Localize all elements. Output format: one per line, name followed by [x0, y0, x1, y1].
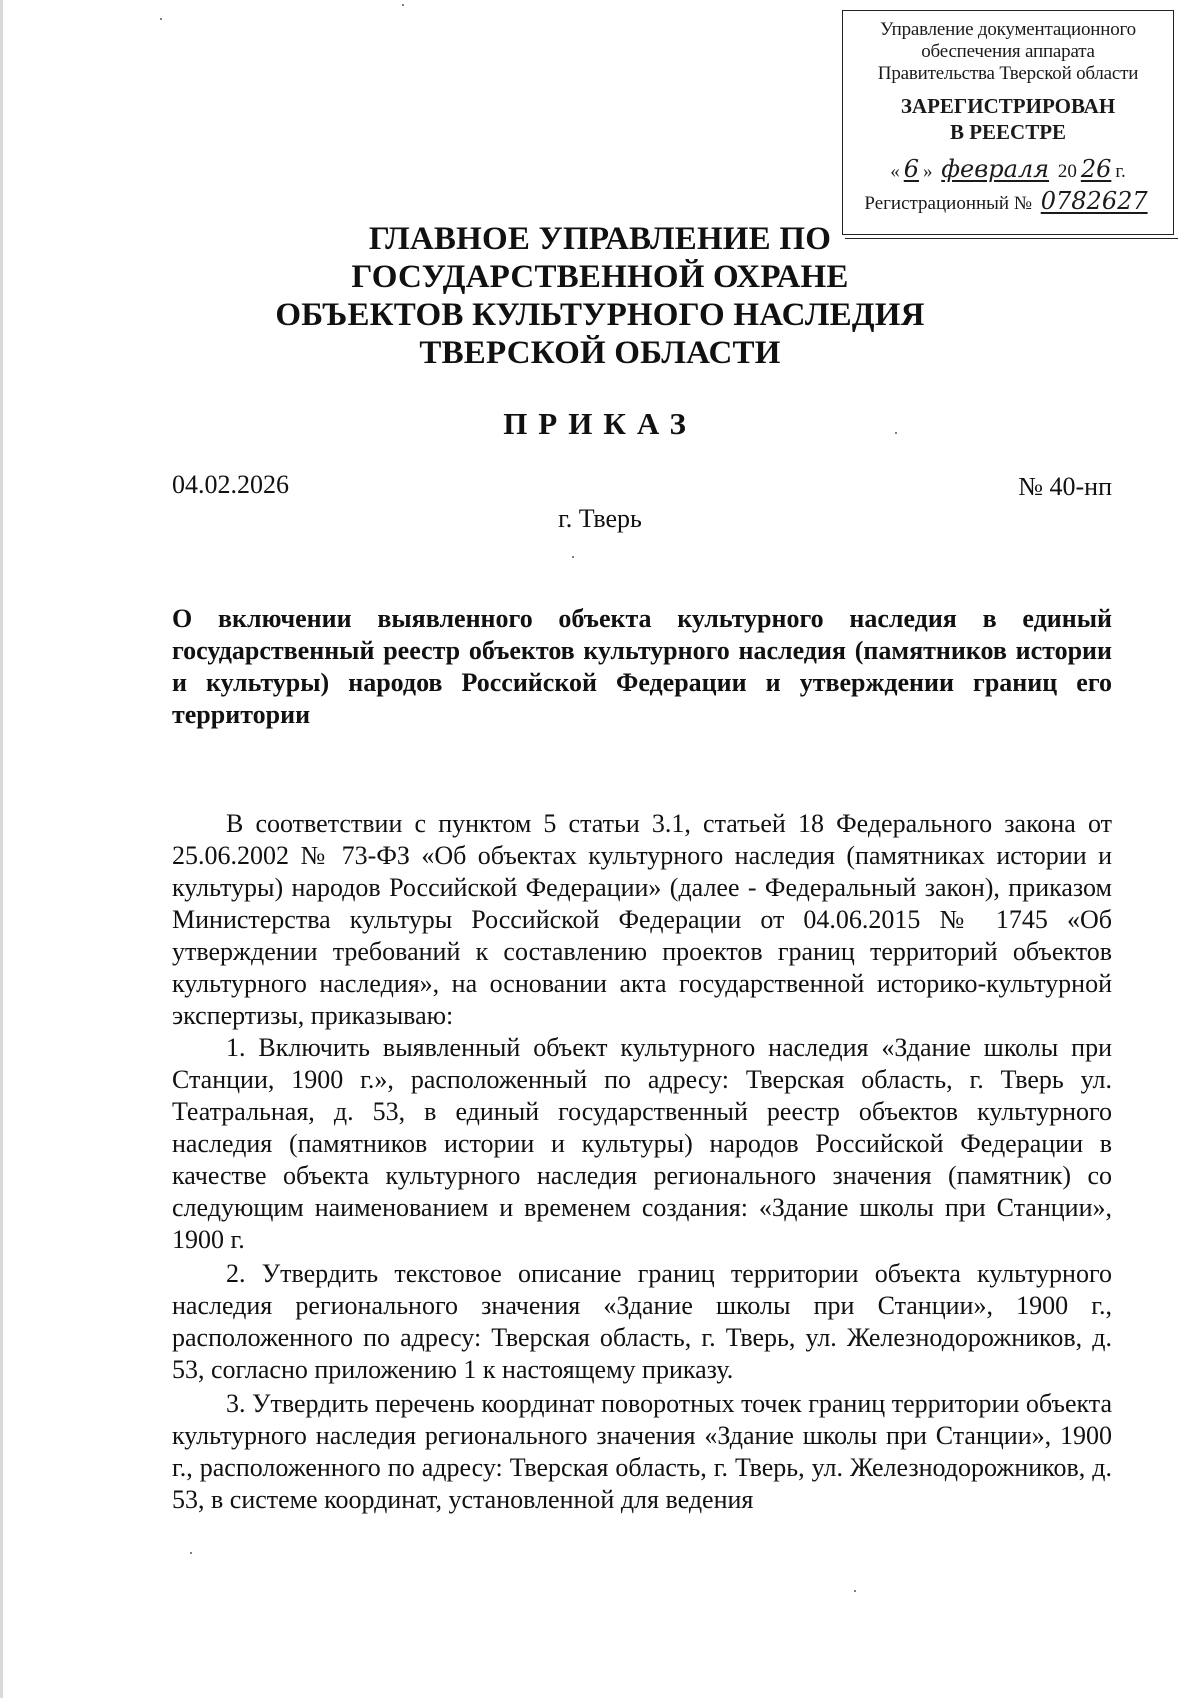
org-line: ОБЪЕКТОВ КУЛЬТУРНОГО НАСЛЕДИЯ — [275, 297, 925, 333]
stamp-date — [843, 155, 1173, 186]
document-type: ПРИКАЗ — [503, 406, 697, 441]
stamp-org-line: Правительства Тверской области — [877, 63, 1139, 84]
stamp-number-label: Регистрационный № — [864, 193, 1032, 214]
stamp-org-line: обеспечения аппарата — [921, 41, 1095, 62]
scan-speck — [854, 1590, 856, 1592]
stamp-date-year-prefix: 20 — [1057, 161, 1077, 182]
scan-edge — [0, 0, 3, 1698]
stamp-registered — [843, 93, 1173, 145]
stamp-registered-line: В РЕЕСТРЕ — [949, 120, 1067, 144]
org-line: ГЛАВНОЕ УПРАВЛЕНИЕ ПО — [368, 221, 832, 257]
order-item-1: 1. Включить выявленный объект культурного наследия «Здание школы при Станции, 1900 г.», расположенный по адресу: Тверская область, г. Тверь ул. Театральная, д. 53, в единый государственный реестр объектов культурного наследия (памятников истории и культуры) народов Российской Федерации в качестве объекта культурного наследия регионального значения (памятник) со следующим наименованием и временем создания: «Здание школы при Станции», 1900 г. — [172, 1033, 1112, 1254]
stamp-registered-line: ЗАРЕГИСТРИРОВАН — [900, 94, 1116, 118]
registration-stamp — [842, 10, 1174, 235]
stamp-date-year-tail: г. — [1115, 161, 1126, 182]
stamp-org-line: Управление документационного — [880, 19, 1136, 40]
stamp-date-month: февраля — [941, 155, 1050, 183]
org-line: ГОСУДАРСТВЕННОЙ ОХРАНЕ — [351, 259, 849, 295]
document-date: 04.02.2026 — [172, 470, 289, 499]
stamp-date-day: 6 — [903, 155, 919, 183]
stamp-number-value: 0782627 — [1040, 187, 1148, 215]
stamp-date-year: 26 — [1080, 155, 1112, 183]
organization-title — [200, 220, 1000, 372]
document-city: г. Тверь — [558, 504, 642, 533]
order-item-2: 2. Утвердить текстовое описание границ территории объекта культурного наследия регионального значения «Здание школы при Станции», 1900 г., расположенного по адресу: Тверская область, г. Тверь, ул. Железнодорожников, д. 53, согласно приложению 1 к настоящему приказу. — [172, 1259, 1112, 1384]
document-subject: О включении выявленного объекта культурного наследия в единый государственный реестр объектов культурного наследия (памятников истории и культуры) народов Российской Федерации и утверждении границ его территории — [172, 604, 1112, 729]
scan-speck — [572, 556, 574, 558]
stamp-quote: « — [890, 161, 900, 182]
scan-speck — [160, 18, 162, 20]
order-item-3: 3. Утвердить перечень координат поворотных точек границ территории объекта культурного наследия регионального значения «Здание школы при Станции», 1900 г., расположенного по адресу: Тверская область, г. Тверь, ул. Железнодорожников, д. 53, в системе координат, установленной для ведения — [172, 1389, 1112, 1514]
scan-speck — [402, 4, 404, 6]
org-line: ТВЕРСКОЙ ОБЛАСТИ — [419, 335, 781, 371]
scan-speck — [190, 1552, 192, 1554]
preamble-paragraph: В соответствии с пунктом 5 статьи 3.1, статьей 18 Федерального закона от 25.06.2002 № 73-ФЗ «Об объектах культурного наследия (памятниках истории и культуры) народов Российской Федерации» (далее - Федеральный закон), приказом Министерства культуры Российской Федерации от 04.06.2015 № 1745 «Об утверждении требований к составлению проектов границ территорий объектов культурного наследия», на основании акта государственной историко-культурной экспертизы, приказываю: — [172, 809, 1112, 1030]
stamp-number — [843, 187, 1173, 215]
stamp-quote: » — [923, 161, 933, 182]
document-body — [172, 808, 1112, 1516]
document-number: № 40-нп — [1018, 472, 1112, 501]
